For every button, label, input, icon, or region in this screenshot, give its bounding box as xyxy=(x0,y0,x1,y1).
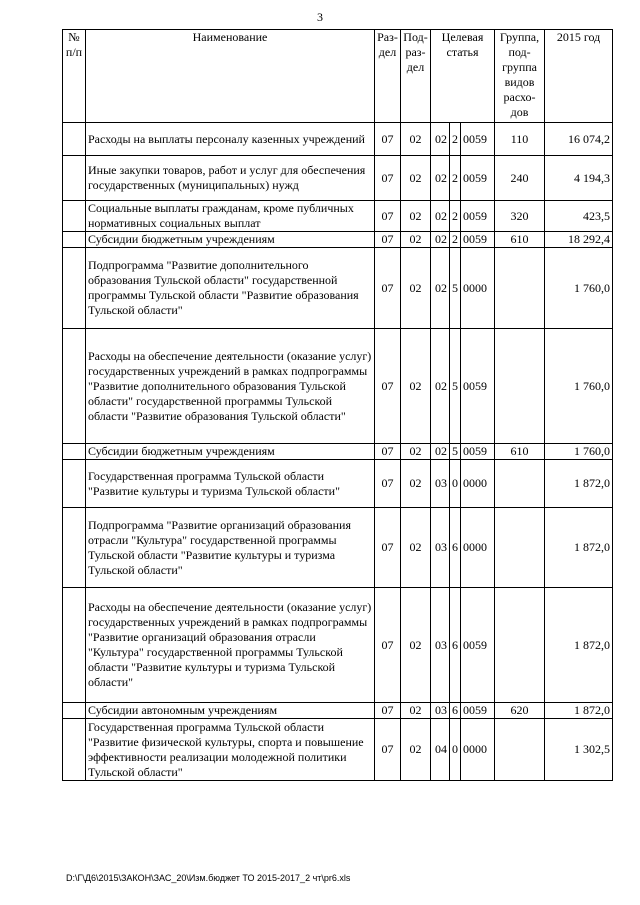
cell-num xyxy=(63,123,86,156)
cell-pr: 02 xyxy=(401,248,431,329)
cell-sum: 1 872,0 xyxy=(545,508,613,588)
cell-name: Подпрограмма "Развитие организаций образования отрасли "Культура" государственной программы Тульской области "Развитие культуры и туризма Тульской области" xyxy=(86,508,375,588)
cell-t3: 0059 xyxy=(461,703,495,719)
cell-sum: 1 760,0 xyxy=(545,444,613,460)
table-row xyxy=(63,508,613,588)
cell-sum: 18 292,4 xyxy=(545,232,613,248)
cell-t2: 5 xyxy=(450,248,461,329)
cell-rz: 07 xyxy=(375,201,401,232)
table-row xyxy=(63,444,613,460)
cell-sum: 1 872,0 xyxy=(545,588,613,703)
cell-num xyxy=(63,588,86,703)
cell-t1: 03 xyxy=(431,703,450,719)
cell-vr: 620 xyxy=(495,703,545,719)
cell-name: Субсидии бюджетным учреждениям xyxy=(86,232,375,248)
header-podrazdel: Под- раз- дел xyxy=(401,30,431,123)
cell-t3: 0000 xyxy=(461,248,495,329)
table-row xyxy=(63,460,613,508)
cell-t1: 02 xyxy=(431,248,450,329)
cell-name: Государственная программа Тульской области "Развитие физической культуры, спорта и повышение эффективности реализации молодежной политики Тульской области" xyxy=(86,719,375,781)
table-row xyxy=(63,156,613,201)
cell-t3: 0000 xyxy=(461,460,495,508)
cell-pr: 02 xyxy=(401,460,431,508)
cell-t1: 03 xyxy=(431,460,450,508)
cell-pr: 02 xyxy=(401,201,431,232)
cell-t2: 5 xyxy=(450,329,461,444)
cell-name: Расходы на обеспечение деятельности (оказание услуг) государственных учреждений в рамках подпрограммы "Развитие дополнительного образования Тульской области" государственной программы Тульской области "Развитие образования Тульской области" xyxy=(86,329,375,444)
cell-pr: 02 xyxy=(401,703,431,719)
cell-t1: 03 xyxy=(431,508,450,588)
cell-t3: 0059 xyxy=(461,232,495,248)
cell-rz: 07 xyxy=(375,232,401,248)
cell-sum: 1 760,0 xyxy=(545,329,613,444)
cell-rz: 07 xyxy=(375,719,401,781)
table-row xyxy=(63,588,613,703)
cell-vr: 110 xyxy=(495,123,545,156)
cell-t2: 6 xyxy=(450,508,461,588)
cell-t1: 03 xyxy=(431,588,450,703)
cell-sum: 423,5 xyxy=(545,201,613,232)
cell-name: Расходы на выплаты персоналу казенных учреждений xyxy=(86,123,375,156)
cell-rz: 07 xyxy=(375,123,401,156)
budget-table xyxy=(62,29,613,781)
header-num: № п/п xyxy=(63,30,86,123)
cell-vr xyxy=(495,329,545,444)
cell-pr: 02 xyxy=(401,329,431,444)
cell-t3: 0059 xyxy=(461,588,495,703)
cell-sum: 4 194,3 xyxy=(545,156,613,201)
cell-t3: 0059 xyxy=(461,201,495,232)
cell-t2: 0 xyxy=(450,460,461,508)
cell-vr: 610 xyxy=(495,232,545,248)
cell-num xyxy=(63,444,86,460)
cell-name: Субсидии бюджетным учреждениям xyxy=(86,444,375,460)
cell-sum: 1 760,0 xyxy=(545,248,613,329)
header-row xyxy=(63,30,613,123)
cell-rz: 07 xyxy=(375,703,401,719)
cell-vr: 320 xyxy=(495,201,545,232)
table-row xyxy=(63,703,613,719)
cell-name: Субсидии автономным учреждениям xyxy=(86,703,375,719)
cell-t3: 0059 xyxy=(461,156,495,201)
cell-t1: 02 xyxy=(431,444,450,460)
footer-file-path: D:\Г\Д6\2015\ЗАКОН\ЗАС_20\Изм.бюджет ТО 2015-2017_2 чт\pr6.xls xyxy=(66,873,351,883)
cell-sum: 1 872,0 xyxy=(545,703,613,719)
cell-name: Иные закупки товаров, работ и услуг для обеспечения государственных (муниципальных) нужд xyxy=(86,156,375,201)
cell-t2: 6 xyxy=(450,588,461,703)
table-row xyxy=(63,201,613,232)
cell-sum: 1 872,0 xyxy=(545,460,613,508)
cell-pr: 02 xyxy=(401,719,431,781)
cell-sum: 16 074,2 xyxy=(545,123,613,156)
cell-name: Расходы на обеспечение деятельности (оказание услуг) государственных учреждений в рамках подпрограммы "Развитие организаций образования отрасли "Культура" государственной программы Тульской области "Развитие культуры и туризма Тульской области" xyxy=(86,588,375,703)
cell-t1: 02 xyxy=(431,123,450,156)
header-name: Наименование xyxy=(86,30,375,123)
cell-t3: 0059 xyxy=(461,329,495,444)
header-year: 2015 год xyxy=(545,30,613,123)
cell-t1: 02 xyxy=(431,232,450,248)
table-row xyxy=(63,719,613,781)
cell-rz: 07 xyxy=(375,329,401,444)
table-row xyxy=(63,232,613,248)
header-razdel: Раз- дел xyxy=(375,30,401,123)
cell-t1: 02 xyxy=(431,329,450,444)
cell-num xyxy=(63,508,86,588)
cell-rz: 07 xyxy=(375,248,401,329)
cell-pr: 02 xyxy=(401,444,431,460)
cell-rz: 07 xyxy=(375,460,401,508)
header-target: Целевая статья xyxy=(431,30,495,123)
cell-num xyxy=(63,460,86,508)
table-row xyxy=(63,248,613,329)
page-number: 3 xyxy=(317,10,323,24)
cell-vr xyxy=(495,588,545,703)
cell-vr xyxy=(495,508,545,588)
cell-t3: 0059 xyxy=(461,123,495,156)
cell-rz: 07 xyxy=(375,508,401,588)
cell-vr xyxy=(495,248,545,329)
cell-t2: 5 xyxy=(450,444,461,460)
cell-t3: 0000 xyxy=(461,719,495,781)
cell-name: Подпрограмма "Развитие дополнительного образования Тульской области" государственной программы Тульской области "Развитие образования Тульской области" xyxy=(86,248,375,329)
cell-t1: 04 xyxy=(431,719,450,781)
cell-rz: 07 xyxy=(375,444,401,460)
cell-num xyxy=(63,248,86,329)
cell-t3: 0000 xyxy=(461,508,495,588)
cell-sum: 1 302,5 xyxy=(545,719,613,781)
cell-pr: 02 xyxy=(401,508,431,588)
cell-name: Государственная программа Тульской области "Развитие культуры и туризма Тульской области" xyxy=(86,460,375,508)
cell-t2: 6 xyxy=(450,703,461,719)
cell-num xyxy=(63,719,86,781)
cell-num xyxy=(63,703,86,719)
cell-num xyxy=(63,201,86,232)
cell-num xyxy=(63,232,86,248)
cell-num xyxy=(63,329,86,444)
cell-t2: 2 xyxy=(450,232,461,248)
cell-name: Социальные выплаты гражданам, кроме публичных нормативных социальных выплат xyxy=(86,201,375,232)
cell-pr: 02 xyxy=(401,156,431,201)
cell-pr: 02 xyxy=(401,588,431,703)
cell-vr: 610 xyxy=(495,444,545,460)
cell-t1: 02 xyxy=(431,156,450,201)
cell-pr: 02 xyxy=(401,123,431,156)
cell-rz: 07 xyxy=(375,156,401,201)
table-row xyxy=(63,123,613,156)
cell-t2: 0 xyxy=(450,719,461,781)
cell-rz: 07 xyxy=(375,588,401,703)
cell-vr xyxy=(495,460,545,508)
cell-t1: 02 xyxy=(431,201,450,232)
cell-pr: 02 xyxy=(401,232,431,248)
cell-vr: 240 xyxy=(495,156,545,201)
table-row xyxy=(63,329,613,444)
cell-t3: 0059 xyxy=(461,444,495,460)
header-group: Группа, под- группа видов расхо- дов xyxy=(495,30,545,123)
cell-t2: 2 xyxy=(450,156,461,201)
cell-num xyxy=(63,156,86,201)
cell-vr xyxy=(495,719,545,781)
cell-t2: 2 xyxy=(450,201,461,232)
cell-t2: 2 xyxy=(450,123,461,156)
